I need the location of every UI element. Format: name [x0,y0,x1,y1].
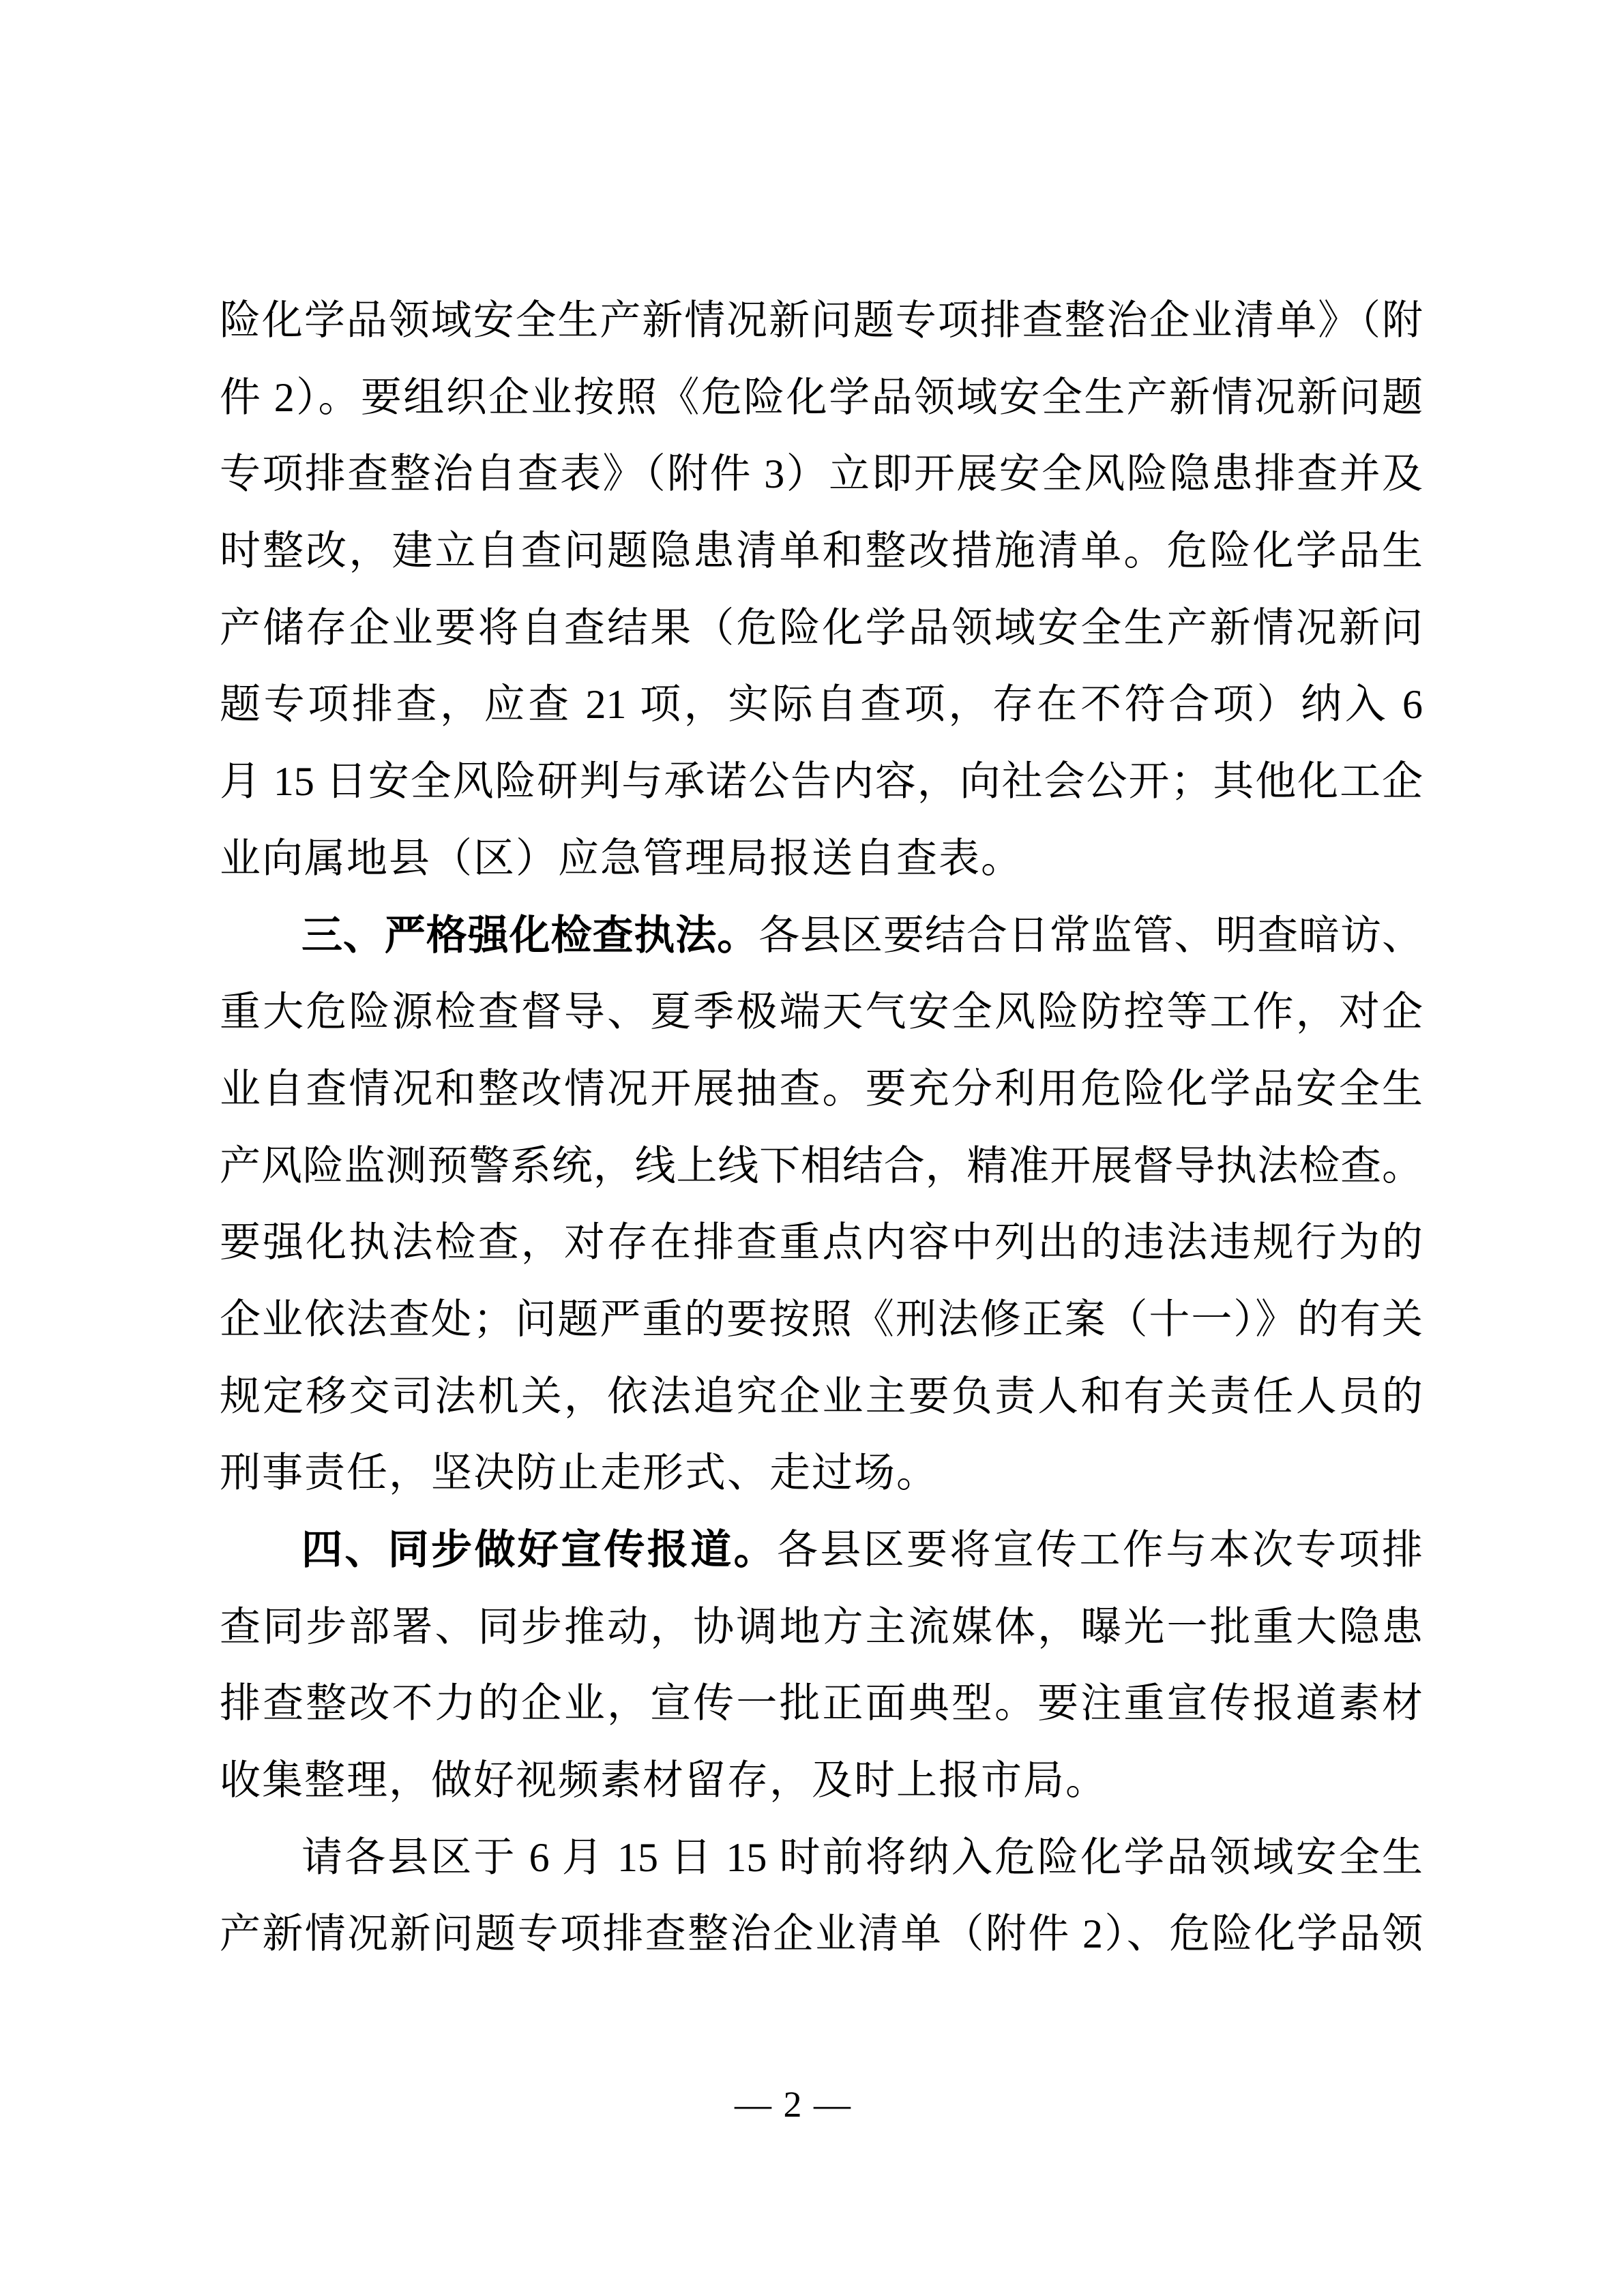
text-line [220,1512,1423,1589]
text-segment: 刑事责任，坚决防止走形式、走过场。 [220,1450,939,1496]
text-segment: 重大危险源检查督导、夏季极端天气安全风险防控等工作，对企 [220,989,1423,1035]
text-line [220,1128,1423,1205]
text-line [220,1051,1423,1128]
text-line [220,1589,1423,1666]
text-line [220,1819,1423,1896]
text-segment: 产风险监测预警系统，线上线下相结合，精准开展督导执法检查。 [220,1143,1423,1189]
text-segment: 专项排查整治自查表》（附件 3）立即开展安全风险隐患排查并及 [220,451,1423,497]
text-segment: 业自查情况和整改情况开展抽查。要充分利用危险化学品安全生 [220,1066,1423,1112]
text-line [220,1204,1423,1281]
section-heading: 三、严格强化检查执法。 [301,912,759,958]
text-line [220,1281,1423,1358]
text-segment: 时整改，建立自查问题隐患清单和整改措施清单。危险化学品生 [220,528,1423,574]
text-segment: 收集整理，做好视频素材留存，及时上报市局。 [220,1758,1108,1804]
text-line [220,666,1423,743]
text-segment: 产新情况新问题专项排查整治企业清单（附件 2）、危险化学品领 [220,1911,1423,1957]
text-segment: 业向属地县（区）应急管理局报送自查表。 [220,835,1023,881]
text-line [220,1435,1423,1512]
text-line [220,820,1423,897]
text-segment: 题专项排查，应查 21 项，实际自查项，存在不符合项）纳入 6 [220,682,1423,728]
text-line [220,1742,1423,1819]
text-line [220,513,1423,590]
text-line [220,1896,1423,1973]
page-number: — 2 — [735,2084,852,2125]
text-line [220,590,1423,667]
text-line [220,743,1423,820]
text-segment: 查同步部署、同步推动，协调地方主流媒体，曝光一批重大隐患 [220,1604,1423,1650]
text-line [220,359,1423,436]
text-line [220,974,1423,1051]
text-segment: 企业依法查处；问题严重的要按照《刑法修正案（十一）》的有关 [220,1296,1423,1342]
text-segment: 各县区要结合日常监管、明查暗访、 [758,912,1423,958]
document-body [220,282,1423,1973]
text-segment: 各县区要将宣传工作与本次专项排 [776,1527,1423,1572]
text-line [220,1358,1423,1435]
text-segment: 请各县区于 6 月 15 日 15 时前将纳入危险化学品领域安全生 [301,1834,1423,1880]
text-line [220,436,1423,513]
text-line [220,1665,1423,1742]
text-line [220,282,1423,359]
section-heading: 四、同步做好宣传报道。 [301,1527,777,1572]
text-segment: 要强化执法检查，对存在排查重点内容中列出的违法违规行为的 [220,1220,1423,1266]
text-segment: 产储存企业要将自查结果（危险化学品领域安全生产新情况新问 [220,605,1423,651]
text-segment: 排查整改不力的企业，宣传一批正面典型。要注重宣传报道素材 [220,1681,1423,1727]
text-segment: 规定移交司法机关，依法追究企业主要负责人和有关责任人员的 [220,1373,1423,1419]
text-segment: 月 15 日安全风险研判与承诺公告内容，向社会公开；其他化工企 [220,759,1423,805]
text-line [220,897,1423,974]
text-segment: 险化学品领域安全生产新情况新问题专项排查整治企业清单》（附 [220,298,1423,343]
text-segment: 件 2）。要组织企业按照《危险化学品领域安全生产新情况新问题 [220,374,1423,420]
